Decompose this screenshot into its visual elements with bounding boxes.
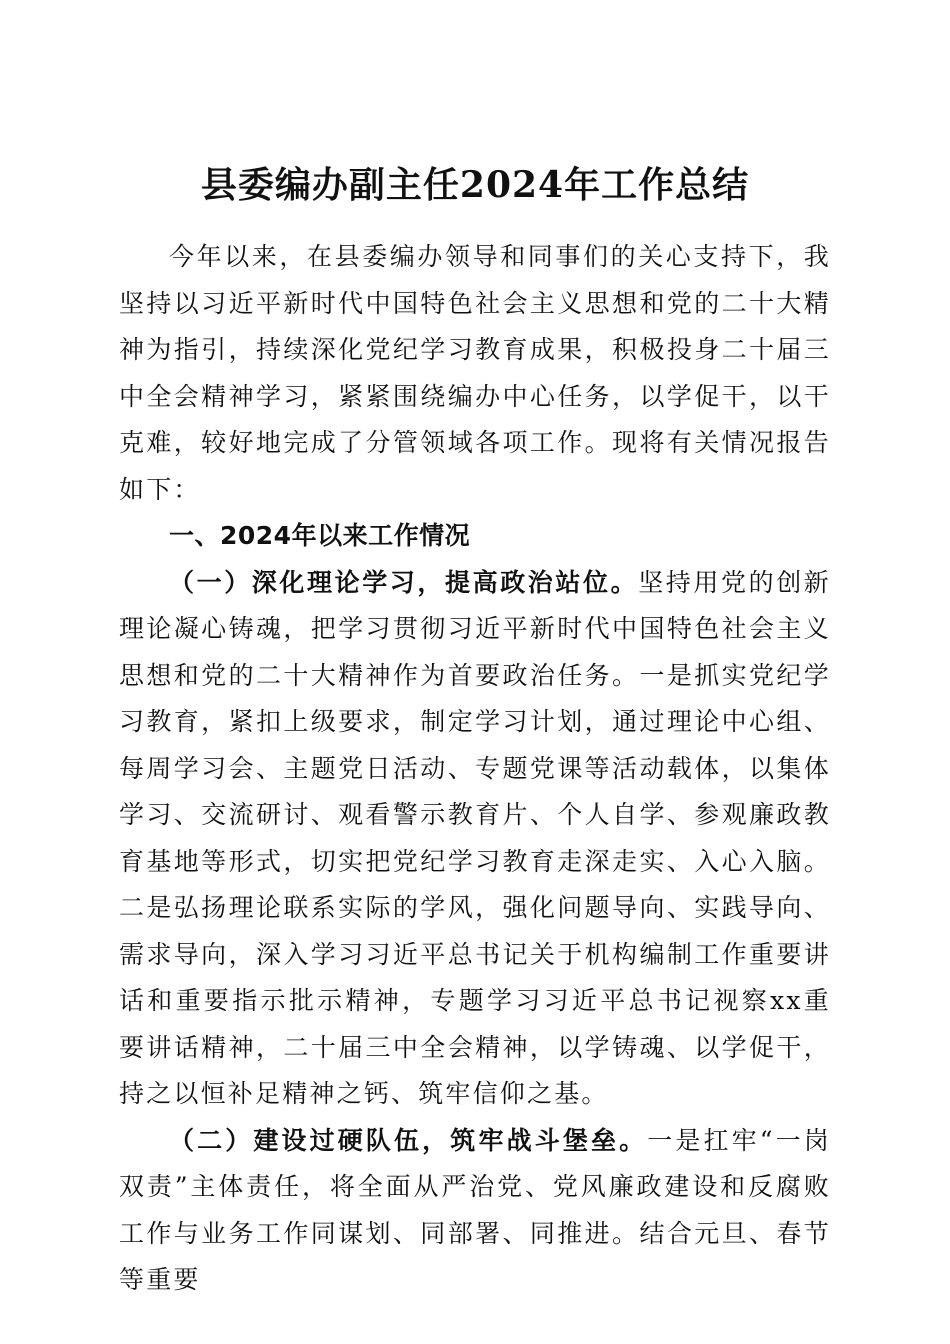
- document-body: [119, 234, 831, 1304]
- document-title: 县委编办副主任2024年工作总结: [200, 164, 750, 207]
- intro-paragraph: 今年以来，在县委编办领导和同事们的关心支持下，我坚持以习近平新时代中国特色社会主义思想和党的二十大精神为指引，持续深化党纪学习教育成果，积极投身二十届三中全会精神学习，紧紧围绕编办中心任务，以学促干，以干克难，较好地完成了分管领域各项工作。现将有关情况报告如下：: [119, 242, 831, 504]
- item-heading-1: （一）深化理论学习，提高政治站位。: [169, 567, 639, 597]
- item-body-1: 坚持用党的创新理论凝心铸魂，把学习贯彻习近平新时代中国特色社会主义思想和党的二十大精神作为首要政治任务。一是抓实党纪学习教育，紧扣上级要求，制定学习计划，通过理论中心组、每周学习会、主题党日活动、专题党课等活动载体，以集体学习、交流研讨、观看警示教育片、个人自学、参观廉政教育基地等形式，切实把党纪学习教育走深走实、入心入脑。二是弘扬理论联系实际的学风，强化问题导向、实践导向、需求导向，深入学习习近平总书记关于机构编制工作重要讲话和重要指示批示精神，专题学习习近平总书记视察xx重要讲话精神，二十届三中全会精神，以学铸魂、以学促干，持之以恒补足精神之钙、筑牢信仰之基。: [119, 567, 832, 1108]
- item-body-2: 一是扛牢“一岗双责”主体责任，将全面从严治党、党风廉政建设和反腐败工作与业务工作同谋划、同部署、同推进。结合元旦、春节等重要: [119, 1125, 832, 1294]
- item-paragraph-2: [119, 1118, 831, 1304]
- section-heading-1: 一、2024年以来工作情况: [169, 521, 471, 550]
- item-heading-2: （二）建设过硬队伍，筑牢战斗堡垒。: [169, 1125, 648, 1155]
- item-paragraph-1: [119, 560, 831, 1118]
